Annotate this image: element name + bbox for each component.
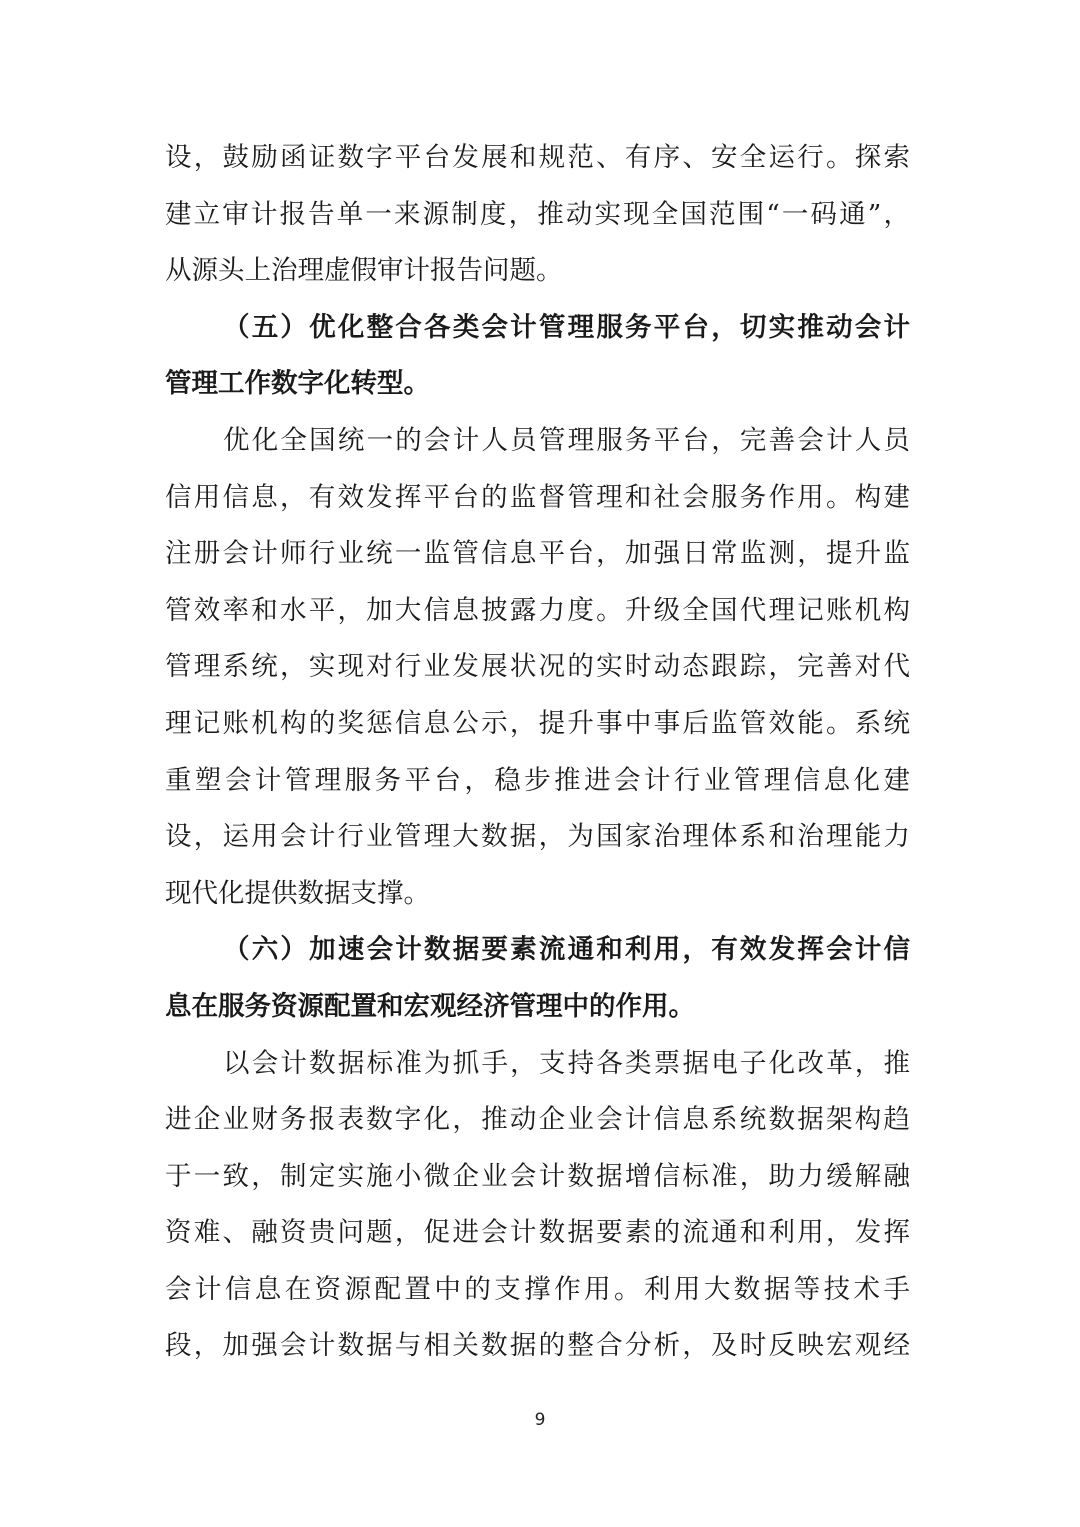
body-text-line: 注册会计师行业统一监管信息平台，加强日常监测，提升监 [165,538,910,570]
body-text-line: 管理系统，实现对行业发展状况的实时动态跟踪，完善对代 [165,651,910,683]
body-text-line: 从源头上治理虚假审计报告问题。 [165,255,563,287]
section-heading-line: （六）加速会计数据要素流通和利用，有效发挥会计信 [223,934,910,966]
body-text-line: 设，运用会计行业管理大数据，为国家治理体系和治理能力 [165,821,910,853]
document-body [165,130,910,1375]
body-text-line: 理记账机构的奖惩信息公示，提升事中事后监管效能。系统 [165,707,910,739]
body-text-line: 信用信息，有效发挥平台的监督管理和社会服务作用。构建 [165,481,910,513]
section-heading-line: （五）优化整合各类会计管理服务平台，切实推动会计 [223,311,910,343]
body-text-line: 资难、融资贵问题，促进会计数据要素的流通和利用，发挥 [165,1217,910,1249]
body-text-line: 现代化提供数据支撑。 [165,877,430,909]
body-text-line: 会计信息在资源配置中的支撑作用。利用大数据等技术手 [165,1273,910,1305]
body-text-line: 于一致，制定实施小微企业会计数据增信标准，助力缓解融 [165,1160,910,1192]
body-text-line: 管效率和水平，加大信息披露力度。升级全国代理记账机构 [165,594,910,626]
body-text-line: 进企业财务报表数字化，推动企业会计信息系统数据架构趋 [165,1104,910,1136]
body-text-line: 以会计数据标准为抓手，支持各类票据电子化改革，推 [223,1047,910,1079]
body-text-line: 重塑会计管理服务平台，稳步推进会计行业管理信息化建 [165,764,910,796]
body-text-line: 优化全国统一的会计人员管理服务平台，完善会计人员 [223,424,910,456]
page-number: 9 [534,1410,546,1430]
body-text-line: 设，鼓励函证数字平台发展和规范、有序、安全运行。探索 [165,142,910,173]
body-text-line: 段，加强会计数据与相关数据的整合分析，及时反映宏观经 [165,1330,910,1362]
body-text-line: 建立审计报告单一来源制度，推动实现全国范围“一码通”， [165,198,910,230]
section-heading-line: 息在服务资源配置和宏观经济管理中的作用。 [165,990,695,1022]
section-heading-line: 管理工作数字化转型。 [165,368,430,400]
